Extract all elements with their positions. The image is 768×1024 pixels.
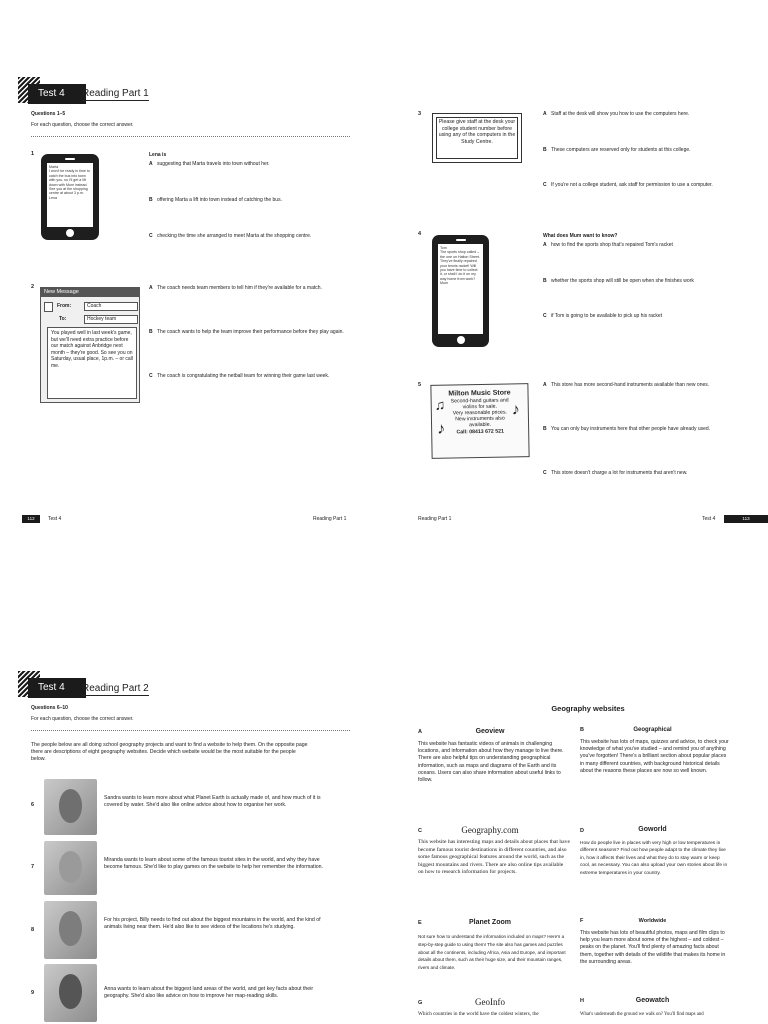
site-description: Which countries in the world have the coldest winters, the [418, 1011, 539, 1017]
ad-line-1: Second-hand guitars and violins for sale. [450, 397, 509, 411]
phone-illustration [41, 154, 99, 240]
divider [31, 136, 350, 137]
site-title: Geowatch [635, 997, 670, 1004]
site-description: This website has interesting maps and details about places that have become famous tourist destinations in different countries, and also some famous geographical features around the world, such as the biggest mountains and rivers. There are also online tips available on how to research information for projects. [418, 839, 570, 876]
intro-text: The people below are all doing school geography projects and want to find a website to help them. On the opposite page there are descriptions of eight geography websites. Decide which website would be the most suitable for the people below. [31, 742, 308, 762]
person-description: Anna wants to learn about the biggest land areas of the world, and get key facts about their geography. She'd also like advice on how to improve her map-reading skills. [104, 986, 314, 999]
from-label: From: [57, 303, 72, 309]
phone-message: Marta I won't be ready in time to catch the bus into town with you, so I'll get a lift down with Mum instead. See you at the shopping centre at about 3 p.m. Lena [49, 165, 90, 200]
option-3c[interactable]: C If you're not a college student, ask staff for permission to use a computer. [543, 182, 713, 188]
person-photo [44, 964, 97, 1022]
question-number: 6 [31, 802, 35, 808]
site-description: This website has fantastic videos of animals in challenging locations, and information about how they manage to live there. There are also helpful tips on understanding geographical information, such as maps and diagrams of the Earth and its oceans. Users can also share information about useful links to follow. [418, 741, 564, 784]
option-4a[interactable]: A how to find the sports shop that's repaired Tom's racket [543, 242, 673, 248]
person-description: Miranda wants to learn about some of the famous tourist sites in the world, and why they have become famous. She'd like to play games on the website to help her remember the information. [104, 857, 323, 870]
site-letter: G [418, 1000, 423, 1006]
question-stem: What does Mum want to know? [543, 233, 618, 239]
questions-heading: Questions 6–10 [31, 705, 68, 711]
site-letter: B [580, 727, 584, 733]
site-letter: A [418, 729, 422, 735]
question-number: 4 [418, 231, 422, 237]
option-4b[interactable]: B whether the sports shop will still be open when she finishes work [543, 278, 694, 284]
footer-left: Reading Part 1 [418, 516, 452, 522]
music-note-icon: ♪ [436, 420, 446, 438]
store-name: Milton Music Store [448, 389, 511, 398]
site-description: This website has lots of maps, quizzes and advice, to check your knowledge of what you've studied – and remind you of anything you've forgotten! There's a brilliant section about popular places in many different countries, with background historical details about the reasons these places are now so well known. [580, 739, 729, 774]
websites-heading: Geography websites [551, 704, 625, 713]
question-number: 9 [31, 990, 35, 996]
option-5c[interactable]: C This store doesn't charge a lot for instruments that aren't new. [543, 470, 688, 476]
send-icon [44, 302, 53, 312]
message-body: You played well in last week's game, but we'll need extra practice before our match against Anbridge next month – they're good. So see you on Saturday, usual place, 1p.m. – or call me. [47, 327, 137, 399]
site-letter: D [580, 828, 584, 834]
ad-line-3: New instruments also available. [455, 415, 505, 429]
footer-right: Reading Part 1 [313, 516, 347, 522]
option-1b[interactable]: B offering Marta a lift into town instead of catching the bus. [149, 197, 282, 203]
question-number: 2 [31, 284, 35, 290]
option-1c[interactable]: C checking the time she arranged to meet Marta at the shopping centre. [149, 233, 312, 239]
from-field: Coach [84, 302, 138, 311]
site-description: Not sure how to understand the information included on maps? Here's a step-by-step guide to using them! The site also has games and puzzles about all the continents, including Africa, Asia and Europe, and important details about them, such as their huge size, and their mountain ranges, rivers and climate. [418, 934, 566, 971]
to-field: Hockey team [84, 315, 138, 324]
option-2b[interactable]: B The coach wants to help the team improve their performance before they play again. [149, 329, 344, 335]
footer-left: Test 4 [48, 516, 62, 522]
option-4c[interactable]: C if Tom is going to be available to pick up his racket [543, 313, 663, 319]
option-3a[interactable]: A Staff at the desk will show you how to use the computers here. [543, 111, 690, 117]
question-number: 8 [31, 927, 35, 933]
instruction: For each question, choose the correct answer. [31, 716, 134, 722]
test-label: Test 4 [28, 678, 86, 698]
person-description: Sandra wants to learn more about what Planet Earth is actually made of, and how much of it is covered by water. She'd also like online advice about how to organise her work. [104, 795, 321, 808]
music-note-icon: ♫ [434, 396, 446, 413]
email-window [40, 287, 140, 403]
option-1a[interactable]: A suggesting that Marta travels into town without her. [149, 161, 270, 167]
page-number: 112 [22, 515, 40, 523]
music-note-icon: ♪ [511, 401, 520, 419]
instruction: For each question, choose the correct answer. [31, 122, 134, 128]
music-store-ad [430, 383, 529, 459]
ad-line-2: Very reasonable prices. [452, 409, 508, 417]
site-letter: C [418, 828, 422, 834]
questions-heading: Questions 1–5 [31, 111, 66, 117]
site-letter: H [580, 998, 584, 1004]
divider [31, 730, 350, 731]
site-letter: E [418, 920, 422, 926]
notice-text: Please give staff at the desk your college student number before using any of the computers in the Study Centre. [436, 117, 518, 159]
option-2c[interactable]: C The coach is congratulating the netball team for winning their game last week. [149, 373, 330, 379]
option-5a[interactable]: A This store has more second-hand instruments available than new ones. [543, 382, 710, 388]
option-3b[interactable]: B These computers are reserved only for students at this college. [543, 147, 691, 153]
question-number: 7 [31, 864, 35, 870]
person-photo [44, 901, 97, 959]
question-number: 5 [418, 382, 422, 388]
ad-phone: Call: 08413 672 521 [456, 428, 504, 436]
site-title: Geoview [475, 728, 505, 735]
option-5b[interactable]: B You can only buy instruments here that other people have already used. [543, 426, 711, 432]
question-stem: Lena is [149, 152, 167, 158]
footer-right: Test 4 [702, 516, 716, 522]
question-number: 3 [418, 111, 422, 117]
option-2a[interactable]: A The coach needs team members to tell him if they're available for a match. [149, 285, 322, 291]
to-label: To: [59, 316, 67, 322]
page-number: 113 [724, 515, 768, 523]
person-description: For his project, Billy needs to find out about the biggest mountains in the world, and the kind of animals living near them. He'd also like to see videos of the locations he's studying. [104, 917, 321, 930]
site-description: This website has lots of beautiful photos, maps and film clips to help you learn more about some of the highest – and coldest – peaks on the planet. You'll find plenty of amazing facts about them, together with details of the wildlife that makes its home in the surrounding areas. [580, 930, 726, 965]
site-title: Worldwide [638, 918, 667, 924]
site-title: Goworld [638, 826, 667, 833]
site-title: Planet Zoom [468, 919, 511, 926]
site-description: What's underneath the ground we walk on? You'll find maps and [580, 1012, 704, 1017]
question-number: 1 [31, 151, 35, 157]
site-title: Geography.com [461, 825, 519, 835]
test-label: Test 4 [28, 84, 86, 104]
site-letter: F [580, 918, 584, 924]
site-description: How do people live in places with very high or low temperatures in different seasons? Find out how people adapt to the climate they live in, how it affects their lives and what they do to stay warm or keep cool, as necessary. You can also upload your own stories about life in extreme temperatures in your country. [580, 841, 728, 876]
window-title: New Message [41, 288, 139, 297]
site-title: Geographical [633, 727, 672, 733]
part-title: Reading Part 1 [82, 88, 149, 99]
person-photo [44, 779, 97, 835]
phone-illustration [432, 235, 489, 347]
part-title: Reading Part 2 [82, 683, 149, 694]
person-photo [44, 841, 97, 895]
notice-card [432, 113, 522, 163]
phone-message: Tom The sports shop called – the one on Halton Street. They've finally repaired your tennis racket! Will you have time to collect it, or shall I do it on my way home from work? Mum [440, 246, 480, 286]
site-title: GeoInfo [475, 997, 505, 1007]
